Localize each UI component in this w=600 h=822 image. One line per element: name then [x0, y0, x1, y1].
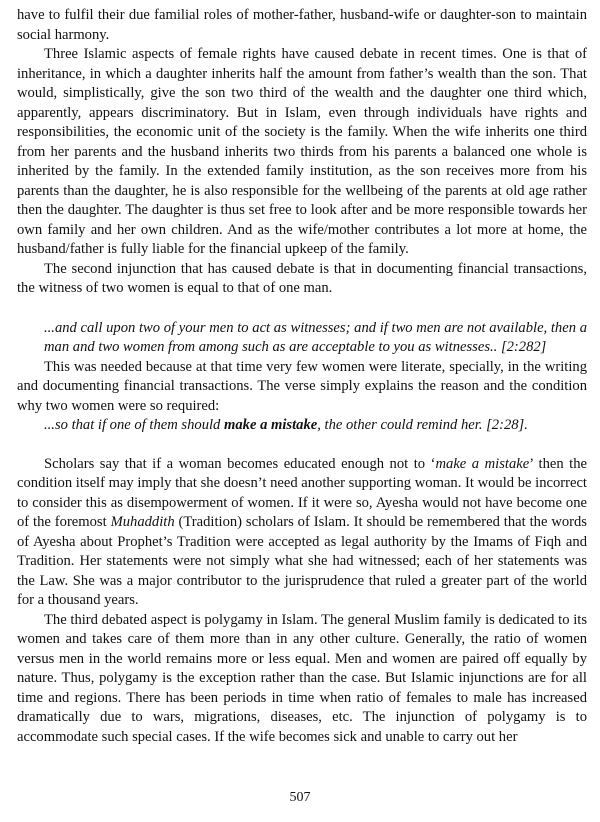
paragraph-text: (Tradition) scholars of Islam. It should be remembered that the words of Ayesha about Prophet’s Tradition were accepted as legal authority by the Imams of Fiqh and Tradition. Her statements were not simply what she had witnessed; each of her statements was the Law. She was a major contributor to the jurisprudence that ruled a greater part of the world for a thousand years.	[17, 514, 587, 608]
paragraph: The second injunction that has caused debate is that in documenting financial transactions, the witness of two women is equal to that of one man.	[17, 260, 587, 296]
paragraph	[17, 455, 587, 611]
emphasis: make a mistake	[435, 455, 530, 472]
paragraph: The third debated aspect is polygamy in Islam. The general Muslim family is dedicated to its women and takes care of them more than in any other culture. Generally, the ratio of women versus men in the world remains more or less equal. Men and women are paired off equally by nature. Thus, polygamy is the exception rather than the case. But Islamic injunctions are for all time and regions. There has been periods in time when ratio of females to male has increased dramatically due to wars, migrations, diseases, etc. The injunction of polygamy is to accommodate such special cases. If the wife becomes sick and unable to carry out her	[17, 611, 587, 745]
quote-text: , the other could remind her. [2:28].	[317, 417, 528, 433]
emphasis: Muhaddith	[110, 514, 175, 530]
paragraph: This was needed because at that time very few women were literate, specially, in the writing and documenting financial transactions. The verse simply explains the reason and the condition why two women were so required:	[17, 358, 587, 414]
page-number: 507	[289, 790, 311, 805]
quotation: ...and call upon two of your men to act as witnesses; and if two men are not available, then a man and two women from among such as are acceptable to you as witnesses.. [2:282]	[44, 319, 587, 355]
paragraph-text: Scholars say that if a woman becomes educated enough not to ‘	[44, 455, 436, 472]
quote-text: ...so that if one of them should	[44, 417, 224, 433]
quote-emphasis: make a mistake	[224, 417, 318, 433]
quotation	[17, 416, 587, 436]
paragraph-text: ’ then the condition itself may imply that she doesn’t need another supporting woman. It would be incorrect to consider this as disempowerment of women. If it were so, Ayesha would not have become one of the foremost	[17, 455, 588, 530]
page-body	[17, 6, 587, 747]
paragraph: have to fulfil their due familial roles of mother-father, husband-wife or daughter-son to maintain social harmony.	[17, 7, 587, 43]
paragraph: Three Islamic aspects of female rights have caused debate in recent times. One is that of inheritance, in which a daughter inherits half the amount from father’s wealth than the son. That would, simplistically, give the son two third of the wealth and the daughter one third which, apparently, appears discriminatory. But in Islam, even through individuals have rights and responsibilities, the economic unit of the society is the family. When the wife inherits one third from her parents and the husband inherits two thirds from his parents a balanced one whole is inherited by the family. In the extended family institution, as the son receives more from his parents than the daughter, he is also responsible for the wellbeing of the parents at old age rather then the daughter. The daughter is thus set free to look after and be more responsible towards her own family and her own children. And as the wife/mother contributes a lot more at home, the husband/father is fully liable for the financial upkeep of the family.	[17, 46, 587, 257]
